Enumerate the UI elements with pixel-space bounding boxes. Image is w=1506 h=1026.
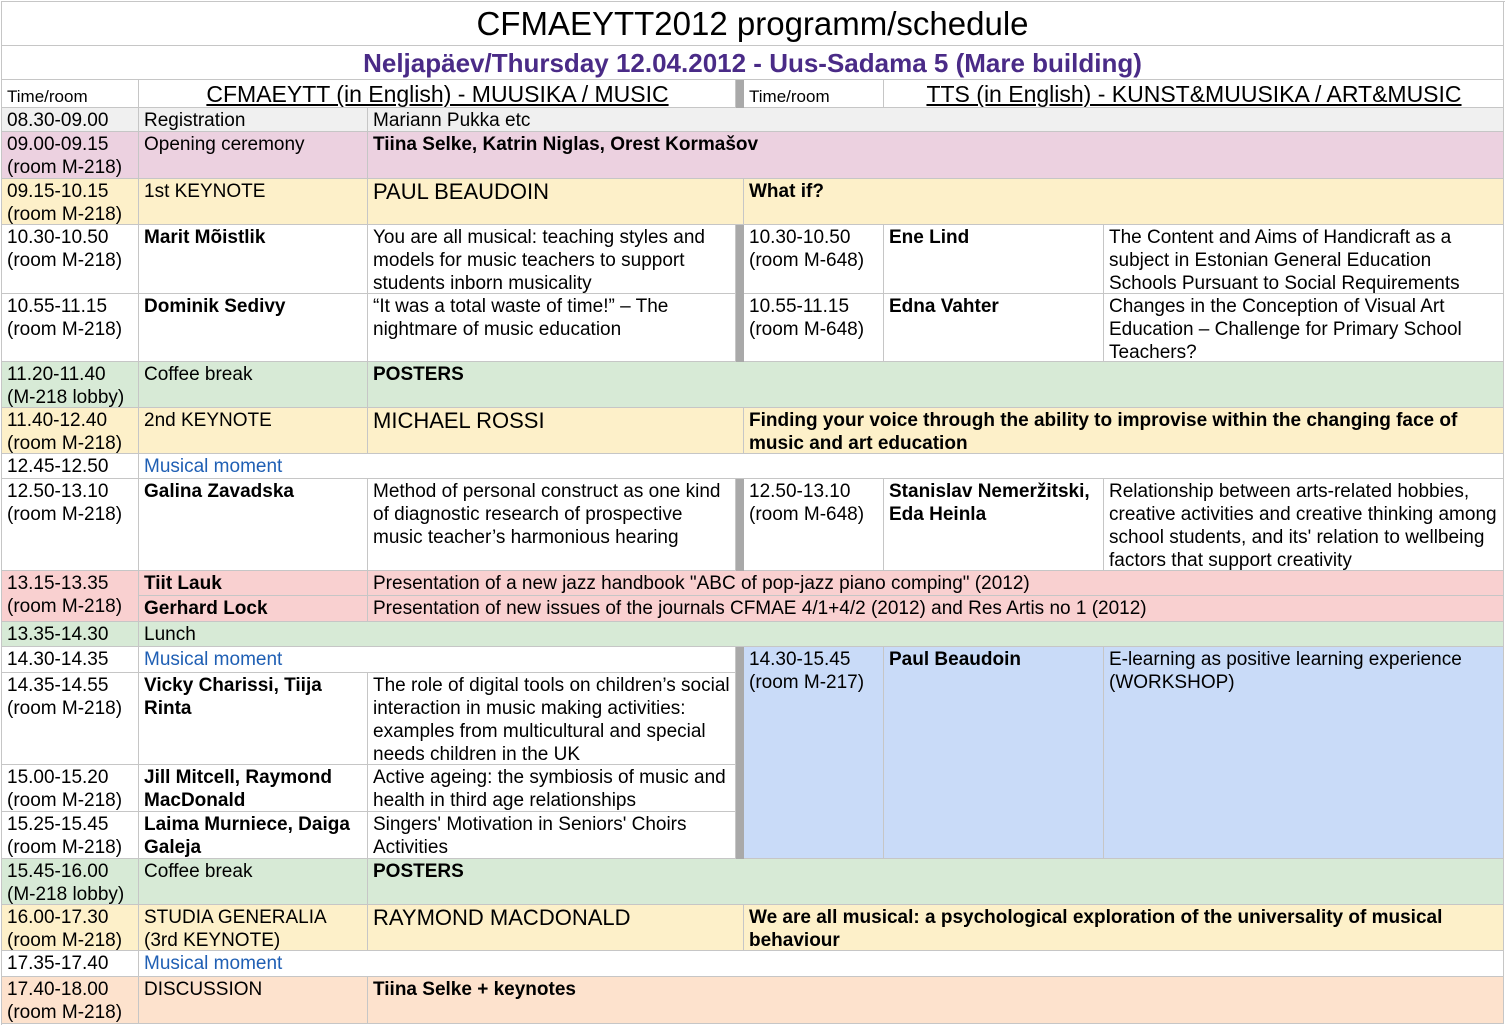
room: (room M-218) (7, 930, 123, 951)
speaker-cell: Laima Murniece, Daiga Galeja (139, 812, 368, 859)
topic-cell: Singers' Motivation in Seniors' Choirs Activities (368, 812, 736, 859)
room: (room M-218) (7, 790, 123, 811)
sheet-border-left (1, 1, 2, 1025)
activity-label: Coffee break (139, 859, 368, 905)
time-cell (2, 951, 139, 977)
topic-cell: “It was a total waste of time!” – The nightmare of music education (368, 294, 736, 362)
room: (room M-218) (7, 596, 123, 617)
posters-note: POSTERS (368, 362, 1504, 408)
activity-label: DISCUSSION (139, 977, 368, 1024)
speaker-cell: Tiit Lauk (139, 571, 368, 596)
people-cell: Tiina Selke, Katrin Niglas, Orest Kormašov (368, 132, 1504, 179)
room: (room M-218) (7, 504, 123, 525)
time-cell (2, 647, 139, 673)
time-cell (2, 454, 139, 479)
speaker-cell: Ene Lind (884, 225, 1104, 294)
time: 13.35-14.30 (7, 624, 109, 645)
time: 12.50-13.10 (749, 481, 851, 502)
speaker-cell: Edna Vahter (884, 294, 1104, 362)
time: 10.30-10.50 (7, 227, 109, 248)
time: 12.50-13.10 (7, 481, 109, 502)
time-cell (2, 571, 139, 622)
speaker-cell: Stanislav Nemeržitski, Eda Heinla (884, 479, 1104, 571)
speaker-cell: Vicky Charissi, Tiija Rinta (139, 673, 368, 765)
speaker-cell: Gerhard Lock (139, 596, 368, 622)
time: 14.35-14.55 (7, 675, 109, 696)
activity-label: Opening ceremony (139, 132, 368, 179)
page-title: CFMAEYTT2012 programm/schedule (2, 2, 1504, 46)
time-cell (2, 812, 139, 859)
activity-label: Coffee break (139, 362, 368, 408)
header-time-room-right: Time/room (744, 80, 884, 108)
time: 10.55-11.15 (749, 296, 850, 317)
time-cell (2, 859, 139, 905)
room: (room M-218) (7, 1002, 123, 1023)
time: 17.40-18.00 (7, 979, 109, 1000)
time-cell (2, 765, 139, 812)
column-separator (736, 80, 744, 108)
time: 10.55-11.15 (7, 296, 108, 317)
people-cell: Tiina Selke + keynotes (368, 977, 1504, 1024)
topic-cell: E-learning as positive learning experience (WORKSHOP) (1104, 647, 1504, 859)
header-time-room-left: Time/room (2, 80, 139, 108)
time: 16.00-17.30 (7, 907, 109, 928)
time: 15.25-15.45 (7, 814, 109, 835)
keynote-topic: What if? (744, 179, 1504, 225)
room: (M-218 lobby) (7, 387, 125, 408)
time: 10.30-10.50 (749, 227, 851, 248)
column-separator (736, 647, 744, 859)
room: (room M-218) (7, 157, 123, 178)
topic-cell: Changes in the Conception of Visual Art Education – Challenge for Primary School Teachers? (1104, 294, 1504, 362)
keynote-topic: We are all musical: a psychological exploration of the universality of musical behaviour (744, 905, 1504, 951)
speaker-cell: Galina Zavadska (139, 479, 368, 571)
time-cell (2, 362, 139, 408)
time-cell (744, 479, 884, 571)
musical-moment-label: Musical moment (139, 454, 1504, 479)
activity-label-line1: STUDIA GENERALIA (144, 907, 327, 928)
topic-cell: Active ageing: the symbiosis of music and health in third age relationships (368, 765, 736, 812)
keynote-topic: Finding your voice through the ability to improvise within the changing face of music and art education (744, 408, 1504, 454)
topic-cell: Method of personal construct as one kind of diagnostic research of prospective music teacher’s harmonious hearing (368, 479, 736, 571)
room: (room M-218) (7, 698, 123, 719)
page-subtitle: Neljapäev/Thursday 12.04.2012 - Uus-Sadama 5 (Mare building) (2, 46, 1504, 80)
room: (M-218 lobby) (7, 884, 125, 905)
activity-label: 1st KEYNOTE (139, 179, 368, 225)
time-cell (2, 294, 139, 362)
column-separator (736, 225, 744, 362)
time-cell (2, 225, 139, 294)
topic-cell: Relationship between arts-related hobbies, creative activities and creative thinking among school students, and its' relation to wellbeing factors that support creativity (1104, 479, 1504, 571)
time: 08.30-09.00 (7, 110, 109, 131)
time-cell (2, 108, 139, 132)
time-cell (2, 179, 139, 225)
time: 09.00-09.15 (7, 134, 109, 155)
room: (room M-648) (749, 504, 865, 525)
time: 09.15-10.15 (7, 181, 109, 202)
topic-cell: Presentation of a new jazz handbook "ABC of pop-jazz piano comping" (2012) (368, 571, 1504, 596)
keynote-speaker: PAUL BEAUDOIN (368, 179, 744, 225)
speaker-cell: Jill Mitcell, Raymond MacDonald (139, 765, 368, 812)
topic-cell: You are all musical: teaching styles and models for music teachers to support students inborn musicality (368, 225, 736, 294)
topic-cell: The Content and Aims of Handicraft as a subject in Estonian General Education Schools Pursuant to Social Requirements (1104, 225, 1504, 294)
activity-label: 2nd KEYNOTE (139, 408, 368, 454)
sheet-border-top (1, 1, 1505, 2)
time: 13.15-13.35 (7, 573, 109, 594)
room: (room M-218) (7, 837, 123, 858)
time: 17.35-17.40 (7, 953, 109, 974)
room: (room M-218) (7, 204, 123, 225)
time-cell (2, 132, 139, 179)
time: 11.20-11.40 (7, 364, 106, 385)
time: 15.45-16.00 (7, 861, 109, 882)
time-cell (2, 622, 139, 647)
activity-label-line2: (3rd KEYNOTE) (144, 930, 281, 951)
header-section-music: CFMAEYTT (in English) - MUUSIKA / MUSIC (139, 80, 736, 108)
room: (room M-218) (7, 250, 123, 271)
time-cell (2, 408, 139, 454)
topic-cell: The role of digital tools on children’s social interaction in music making activities: examples from multicultural and special needs children in the UK (368, 673, 736, 765)
people-cell: Mariann Pukka etc (368, 108, 1504, 132)
activity-label: Registration (139, 108, 368, 132)
speaker-cell: Dominik Sedivy (139, 294, 368, 362)
room: (room M-218) (7, 433, 123, 454)
time-cell (2, 977, 139, 1024)
topic-cell: Presentation of new issues of the journals CFMAE 4/1+4/2 (2012) and Res Artis no 1 (2012) (368, 596, 1504, 622)
time: 14.30-15.45 (749, 649, 851, 670)
time: 14.30-14.35 (7, 649, 109, 670)
time-cell (2, 905, 139, 951)
speaker-cell: Marit Mõistlik (139, 225, 368, 294)
speaker-cell: Paul Beaudoin (884, 647, 1104, 859)
header-section-art-music: TTS (in English) - KUNST&MUUSIKA / ART&MUSIC (884, 80, 1504, 108)
time-cell (744, 647, 884, 859)
room: (room M-648) (749, 319, 865, 340)
time-cell (2, 479, 139, 571)
time: 12.45-12.50 (7, 456, 109, 477)
time-cell (744, 294, 884, 362)
musical-moment-label: Musical moment (139, 951, 1504, 977)
keynote-speaker: MICHAEL ROSSI (368, 408, 744, 454)
musical-moment-label: Musical moment (139, 647, 736, 673)
time: 11.40-12.40 (7, 410, 108, 431)
keynote-speaker: RAYMOND MACDONALD (368, 905, 744, 951)
posters-note: POSTERS (368, 859, 1504, 905)
room: (room M-217) (749, 672, 865, 693)
time: 15.00-15.20 (7, 767, 109, 788)
room: (room M-648) (749, 250, 865, 271)
column-separator (736, 479, 744, 571)
activity-label: Lunch (139, 622, 1504, 647)
time-cell (744, 225, 884, 294)
activity-label (139, 905, 368, 951)
room: (room M-218) (7, 319, 123, 340)
time-cell (2, 673, 139, 765)
